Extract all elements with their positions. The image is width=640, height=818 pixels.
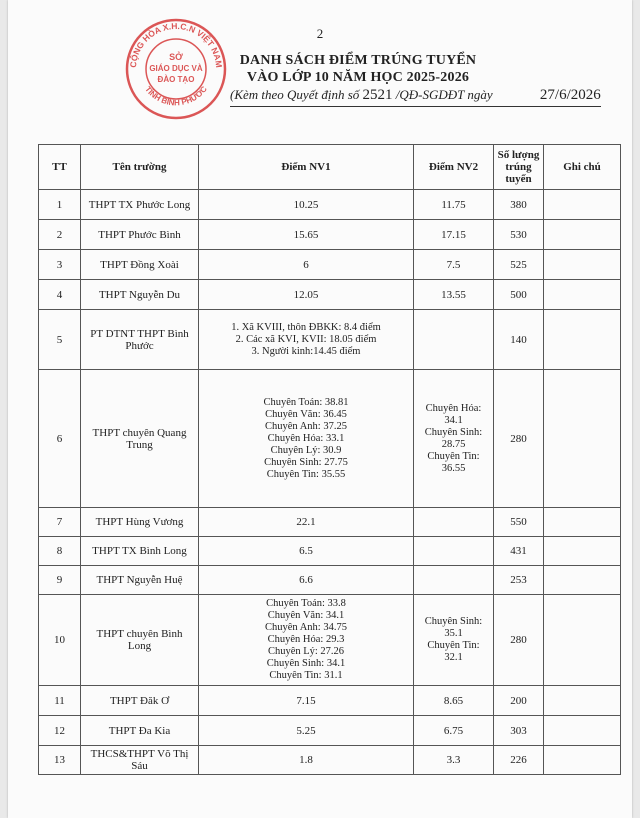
col-quantity-line1: Số lượng — [497, 149, 540, 161]
cell-tt: 9 — [39, 566, 81, 595]
nv2-line: 36.55 — [441, 462, 466, 474]
col-school: Tên trường — [81, 145, 199, 190]
cell-nv2: 7.5 — [414, 250, 494, 280]
cell-nv2: 6.75 — [414, 716, 494, 746]
nv2-line: 32.1 — [444, 652, 463, 663]
cell-note — [544, 716, 621, 746]
table-row — [39, 595, 621, 686]
cell-school: THPT Đồng Xoài — [81, 250, 199, 280]
nv1-line: Chuyên Toán: 33.8 — [266, 598, 346, 609]
seal-center-2: GIÁO DỤC VÀ — [149, 64, 203, 73]
nv1-line: Chuyên Hóa: 29.3 — [267, 634, 345, 645]
cell-tt: 13 — [39, 746, 81, 775]
decree-underline — [230, 106, 601, 107]
table-row — [39, 220, 621, 250]
cell-school: THPT TX Bình Long — [81, 537, 199, 566]
col-note: Ghi chú — [544, 145, 621, 190]
cell-tt: 2 — [39, 220, 81, 250]
cell-school: THPT TX Phước Long — [81, 190, 199, 220]
nv1-line: Chuyên Sinh: 27.75 — [264, 456, 348, 468]
cell-nv1 — [199, 310, 414, 370]
nv2-line: Chuyên Tin: — [427, 450, 480, 462]
cell-note — [544, 220, 621, 250]
cell-nv1: 22.1 — [199, 508, 414, 537]
cell-nv2: 17.15 — [414, 220, 494, 250]
cell-note — [544, 250, 621, 280]
cell-nv2: 11.75 — [414, 190, 494, 220]
cell-nv1: 10.25 — [199, 190, 414, 220]
cell-note — [544, 595, 621, 686]
decree-line — [230, 87, 601, 104]
cell-tt: 1 — [39, 190, 81, 220]
nv2-line: Chuyên Tin: — [427, 640, 480, 651]
cell-school: THPT Nguyễn Huệ — [81, 566, 199, 595]
cell-qty: 525 — [494, 250, 544, 280]
cell-nv1 — [199, 595, 414, 686]
nv1-line: Chuyên Văn: 36.45 — [265, 408, 347, 420]
nv2-line: Chuyên Sinh: — [424, 426, 483, 438]
nv1-line: Chuyên Tin: 35.55 — [266, 468, 346, 480]
cell-school: PT DTNT THPT Bình Phước — [81, 310, 199, 370]
nv2-line: 28.75 — [441, 438, 466, 450]
nv1-line: Chuyên Hóa: 33.1 — [267, 432, 345, 444]
cell-school: THCS&THPT Võ Thị Sáu — [81, 746, 199, 775]
document-title — [158, 52, 558, 86]
table-row — [39, 508, 621, 537]
cell-qty: 380 — [494, 190, 544, 220]
cell-note — [544, 190, 621, 220]
decree-date: 27/6/2026 — [539, 87, 601, 103]
nv1-line: 1. Xã KVIII, thôn ĐBKK: 8.4 điểm — [231, 321, 381, 333]
cell-nv2: 13.55 — [414, 280, 494, 310]
nv2-line: 34.1 — [444, 414, 463, 426]
nv1-line: Chuyên Anh: 37.25 — [265, 420, 347, 432]
nv1-line: Chuyên Văn: 34.1 — [267, 610, 345, 621]
cell-qty: 226 — [494, 746, 544, 775]
col-nv2: Điểm NV2 — [414, 145, 494, 190]
cell-school: THPT Nguyễn Du — [81, 280, 199, 310]
cell-note — [544, 686, 621, 716]
cell-school: THPT Phước Bình — [81, 220, 199, 250]
decree-suffix: /QĐ-SGDĐT ngày — [395, 87, 493, 102]
admission-table — [38, 144, 621, 775]
cell-nv2 — [414, 370, 494, 508]
cell-note — [544, 537, 621, 566]
cell-qty: 500 — [494, 280, 544, 310]
cell-school: THPT Đa Kia — [81, 716, 199, 746]
cell-qty: 431 — [494, 537, 544, 566]
table-row — [39, 280, 621, 310]
col-quantity-line2: trúng — [505, 161, 532, 173]
cell-note — [544, 508, 621, 537]
nv2-line: Chuyên Hóa: — [425, 402, 482, 414]
cell-nv2: 3.3 — [414, 746, 494, 775]
cell-nv2 — [414, 537, 494, 566]
nv2-line: Chuyên Sinh: — [424, 616, 483, 627]
decree-prefix: (Kèm theo Quyết định số — [230, 87, 360, 102]
table-row — [39, 746, 621, 775]
table-row — [39, 190, 621, 220]
nv1-line: Chuyên Toán: 38.81 — [263, 396, 349, 408]
title-line-2: VÀO LỚP 10 NĂM HỌC 2025-2026 — [246, 70, 470, 85]
cell-qty: 253 — [494, 566, 544, 595]
cell-nv1 — [199, 370, 414, 508]
nv1-line: Chuyên Lý: 30.9 — [270, 444, 342, 456]
cell-nv1: 1.8 — [199, 746, 414, 775]
nv1-line: 3. Người kinh:14.45 điểm — [251, 345, 361, 357]
seal-center-3: ĐÀO TẠO — [157, 75, 195, 84]
col-quantity — [494, 145, 544, 190]
table-row — [39, 370, 621, 508]
col-quantity-line3: tuyển — [505, 173, 532, 185]
cell-nv1: 6 — [199, 250, 414, 280]
cell-school: THPT Hùng Vương — [81, 508, 199, 537]
table-row — [39, 310, 621, 370]
cell-nv2: 8.65 — [414, 686, 494, 716]
cell-tt: 12 — [39, 716, 81, 746]
cell-qty: 530 — [494, 220, 544, 250]
cell-school: THPT Đăk Ơ — [81, 686, 199, 716]
cell-nv2 — [414, 508, 494, 537]
cell-qty: 140 — [494, 310, 544, 370]
cell-nv2 — [414, 595, 494, 686]
document-page — [8, 0, 632, 818]
table-row — [39, 566, 621, 595]
cell-nv1: 5.25 — [199, 716, 414, 746]
cell-nv2 — [414, 310, 494, 370]
title-line-1: DANH SÁCH ĐIỂM TRÚNG TUYỂN — [239, 53, 477, 68]
cell-tt: 8 — [39, 537, 81, 566]
cell-note — [544, 370, 621, 508]
cell-school: THPT chuyên Bình Long — [81, 595, 199, 686]
seal-bottom-text: TỈNH BÌNH PHƯỚC — [143, 84, 209, 108]
seal-ring-text: CỘNG HÒA X.H.C.N VIỆT NAM — [127, 20, 225, 69]
table-row — [39, 250, 621, 280]
table-row — [39, 537, 621, 566]
cell-qty: 280 — [494, 370, 544, 508]
col-tt: TT — [39, 145, 81, 190]
cell-note — [544, 310, 621, 370]
decree-number: 2521 — [362, 87, 393, 103]
nv1-line: Chuyên Sinh: 34.1 — [266, 658, 346, 669]
cell-school: THPT chuyên Quang Trung — [81, 370, 199, 508]
col-nv1: Điểm NV1 — [199, 145, 414, 190]
nv1-line: Chuyên Anh: 34.75 — [265, 622, 347, 633]
cell-tt: 4 — [39, 280, 81, 310]
cell-nv2 — [414, 566, 494, 595]
nv2-line: 35.1 — [444, 628, 463, 639]
table-header-row — [39, 145, 621, 190]
cell-nv1: 6.5 — [199, 537, 414, 566]
cell-tt: 10 — [39, 595, 81, 686]
page-number: 2 — [316, 26, 324, 41]
cell-note — [544, 280, 621, 310]
cell-qty: 550 — [494, 508, 544, 537]
cell-tt: 3 — [39, 250, 81, 280]
cell-nv1: 15.65 — [199, 220, 414, 250]
cell-nv1: 6.6 — [199, 566, 414, 595]
cell-qty: 280 — [494, 595, 544, 686]
cell-tt: 5 — [39, 310, 81, 370]
cell-qty: 200 — [494, 686, 544, 716]
table-row — [39, 716, 621, 746]
cell-qty: 303 — [494, 716, 544, 746]
nv1-line: Chuyên Lý: 27.26 — [267, 646, 345, 657]
cell-note — [544, 566, 621, 595]
cell-note — [544, 746, 621, 775]
cell-tt: 7 — [39, 508, 81, 537]
table-row — [39, 686, 621, 716]
cell-tt: 11 — [39, 686, 81, 716]
cell-nv1: 7.15 — [199, 686, 414, 716]
cell-nv1: 12.05 — [199, 280, 414, 310]
nv1-line: 2. Các xã KVI, KVII: 18.05 điểm — [235, 333, 377, 345]
cell-tt: 6 — [39, 370, 81, 508]
seal-center-1: SỞ — [169, 52, 183, 62]
nv1-line: Chuyên Tin: 31.1 — [269, 670, 343, 681]
